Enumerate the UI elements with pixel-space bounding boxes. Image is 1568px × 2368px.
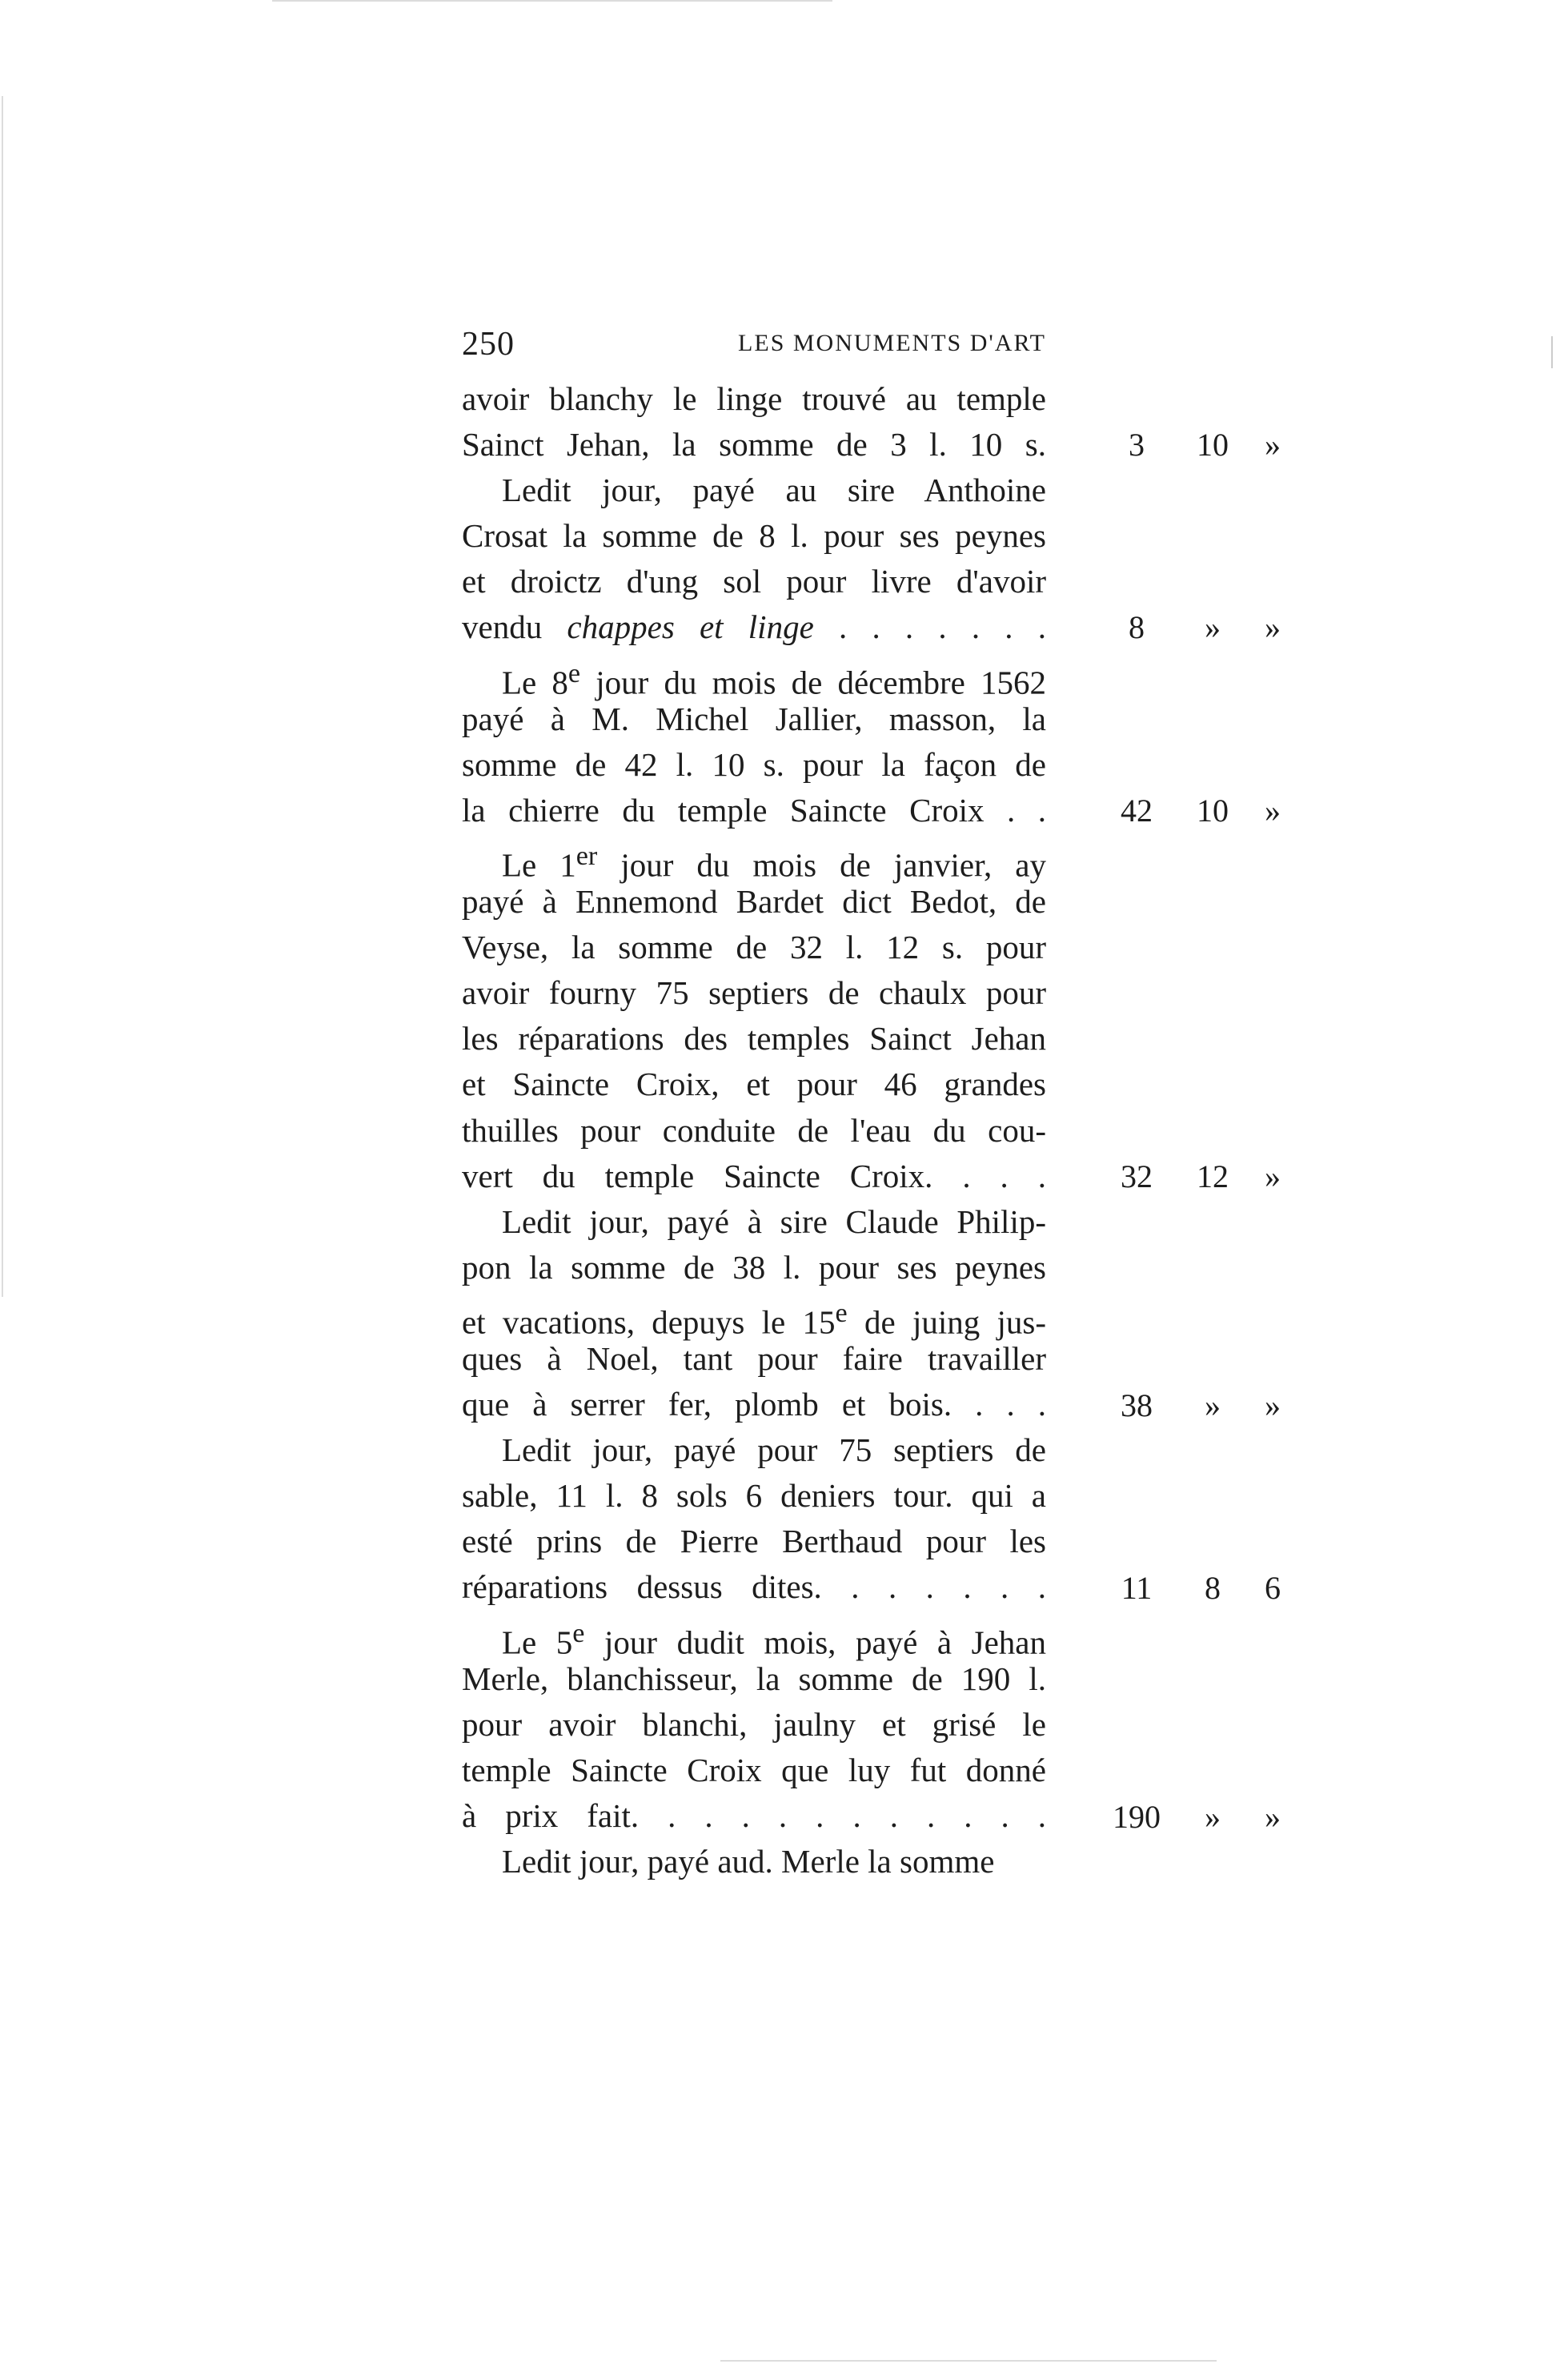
text-line: Ledit jour, payé aud. Merle la somme [502,1843,995,1880]
amount-sols: 12 [1197,1158,1229,1194]
text-line [462,1290,1046,1341]
text-line: à prix fait. . . . . . . . . . . . [462,1796,1046,1834]
scan-mark-top [272,0,832,2]
text-fragment: jour dudit mois, payé à Jehan [604,1623,1046,1661]
text-line: thuilles pour conduite de l'eau du cou- [462,1111,1046,1149]
scan-mark-left [2,96,3,1297]
text-line: Ledit jour, payé à sire Claude Philip- [502,1202,1046,1240]
text-line: ques à Noel, tant pour faire travailler [462,1339,1046,1377]
text-line: avoir blanchy le linge trouvé au temple [462,380,1046,417]
amount-row [1097,422,1297,468]
body-text [462,376,1046,1884]
text-line: Merle, blanchisseur, la somme de 190 l. [462,1660,1046,1697]
text-line: pour avoir blanchi, jaulny et grisé le [462,1705,1046,1743]
text-fragment: Le 5 [502,1623,573,1661]
amount-deniers: » [1265,793,1281,829]
amount-livres: 32 [1121,1158,1153,1194]
superscript: e [572,1618,585,1648]
superscript: e [835,1298,848,1328]
text-fragment: vendu [462,608,543,646]
text-line: la chierre du temple Saincte Croix . . [462,791,1046,829]
scan-mark-right [1551,336,1553,368]
text-line: Sainct Jehan, la somme de 3 l. 10 s. [462,426,1046,464]
text-line: avoir fourny 75 septiers de chaulx pour [462,974,1046,1012]
amount-row [1097,1383,1297,1428]
text-line: somme de 42 l. 10 s. pour la façon de [462,745,1046,783]
text-line: Veyse, la somme de 32 l. 12 s. pour [462,929,1046,966]
text-line [462,833,1047,884]
text-line: esté prins de Pierre Berthaud pour les [462,1523,1046,1560]
text-line: temple Saincte Croix que luy fut donné [462,1751,1046,1788]
text-line: Crosat la somme de 8 l. pour ses peynes [462,517,1046,555]
amounts-column [1097,0,1297,2368]
amount-livres: 42 [1121,793,1153,829]
amount-deniers: 6 [1265,1570,1281,1606]
text-fragment: Le 8 [502,664,568,701]
text-fragment: de juing jus- [864,1303,1046,1341]
text-line: payé à Ennemond Bardet dict Bedot, de [462,883,1046,921]
amount-livres: 38 [1121,1387,1153,1423]
text-line: payé à M. Michel Jallier, masson, la [462,700,1046,737]
text-line [462,604,1046,650]
text-line: vert du temple Saincte Croix. . . . [462,1157,1046,1194]
leader-dots: . . . . . . . [839,608,1047,646]
amount-livres: 190 [1113,1799,1161,1835]
amount-deniers: » [1265,427,1281,463]
text-line: et Saincte Croix, et pour 46 grandes [462,1066,1046,1103]
amount-deniers: » [1265,609,1281,645]
amount-livres: 8 [1129,609,1145,645]
amount-livres: 11 [1121,1570,1153,1606]
text-line [462,1611,1046,1661]
text-line: Ledit jour, payé pour 75 septiers de [502,1431,1046,1469]
text-line: Ledit jour, payé au sire Anthoine [502,472,1046,509]
amount-sols: 10 [1197,793,1229,829]
amount-sols: » [1205,1387,1221,1423]
text-line: et droictz d'ung sol pour livre d'avoir [462,563,1046,600]
text-fragment: jour du mois de janvier, ay [620,846,1047,884]
amount-sols: 10 [1197,427,1229,463]
amount-row [1097,1565,1297,1611]
amount-row [1097,604,1297,650]
text-fragment: Le 1 [502,846,576,884]
italic-text: chappes et linge [567,608,814,646]
text-line: que à serrer fer, plomb et bois. . . . [462,1386,1046,1423]
text-line: sable, 11 l. 8 sols 6 deniers tour. qui a [462,1477,1046,1515]
superscript: er [575,841,598,871]
amount-deniers: » [1265,1387,1281,1423]
superscript: e [567,658,581,688]
amount-sols: » [1205,1799,1221,1835]
page-header [462,320,1046,368]
amount-livres: 3 [1129,427,1145,463]
text-fragment: jour du mois de décembre 1562 [596,664,1046,701]
text-line: pon la somme de 38 l. pour ses peynes [462,1248,1046,1286]
amount-deniers: » [1265,1158,1281,1194]
text-line: réparations dessus dites. . . . . . . [462,1568,1046,1606]
page-number: 250 [462,326,515,363]
amount-sols: 8 [1205,1570,1221,1606]
amount-sols: » [1205,609,1221,645]
text-line [462,651,1046,701]
text-fragment: et vacations, depuys le 15 [462,1303,836,1341]
running-head: LES MONUMENTS D'ART [738,330,1046,356]
amount-row [1097,788,1297,833]
amount-row [1097,1794,1297,1840]
amount-deniers: » [1265,1799,1281,1835]
text-line: les réparations des temples Sainct Jehan [462,1020,1046,1058]
amount-row [1097,1154,1297,1199]
